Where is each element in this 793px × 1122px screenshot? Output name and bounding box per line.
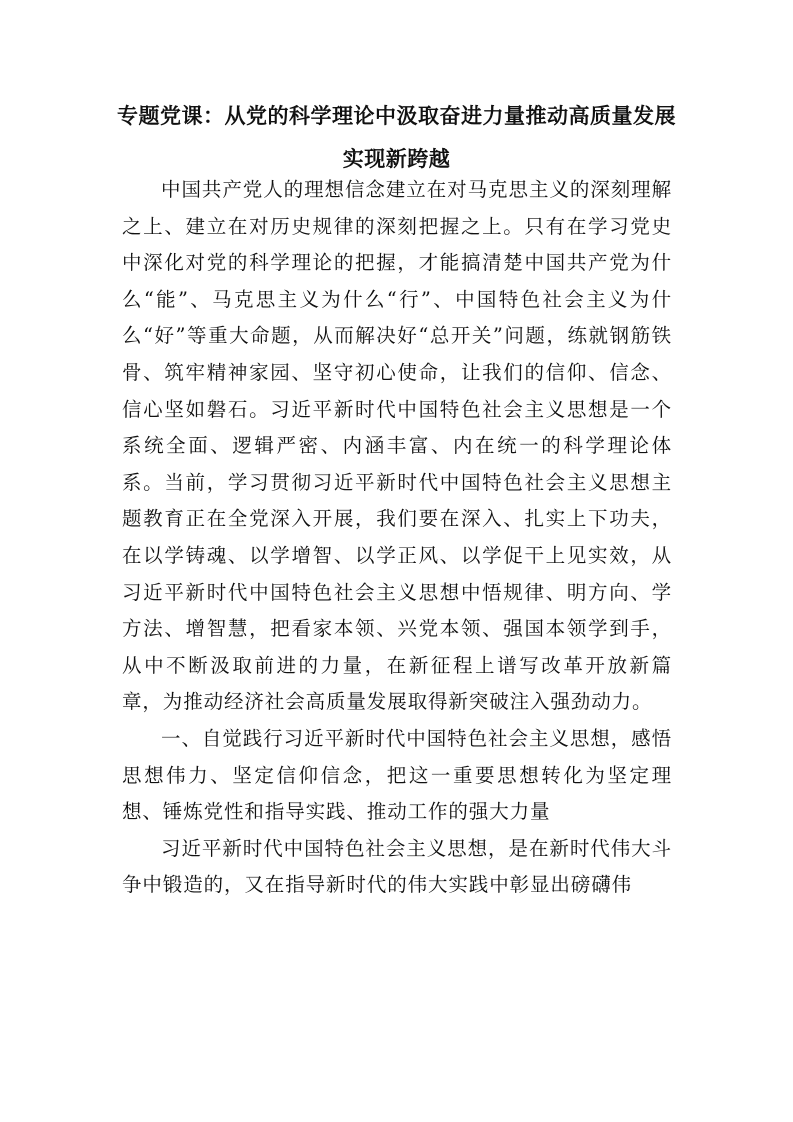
document-body [122,172,672,904]
document-title-line-2: 实现新跨越 [342,146,451,171]
intro-paragraph: 中国共产党人的理想信念建立在对马克思主义的深刻理解之上、建立在对历史规律的深刻把握之上。只有在学习党史中深化对党的科学理论的把握，才能搞清楚中国共产党为什么“能”、马克思主义为什么“行”、中国特色社会主义为什么“好”等重大命题，从而解决好“总开关”问题，练就钢筋铁骨、筑牢精神家园、坚守初心使命，让我们的信仰、信念、信心坚如磐石。习近平新时代中国特色社会主义思想是一个系统全面、逻辑严密、内涵丰富、内在统一的科学理论体系。当前，学习贯彻习近平新时代中国特色社会主义思想主题教育正在全党深入开展，我们要在深入、扎实上下功夫，在以学铸魂、以学增智、以学正风、以学促干上见实效，从习近平新时代中国特色社会主义思想中悟规律、明方向、学方法、增智慧，把看家本领、兴党本领、强国本领学到手，从中不断汲取前进的力量，在新征程上谱写改革开放新篇章，为推动经济社会高质量发展取得新突破注入强劲动力。 [122,178,672,714]
document-title-line-1: 专题党课：从党的科学理论中汲取奋进力量推动高质量发展 [117,103,676,128]
section-one-heading: 一、自觉践行习近平新时代中国特色社会主义思想，感悟思想伟力、坚定信仰信念，把这一重要思想转化为坚定理想、锤炼党性和指导实践、推动工作的强大力量 [122,726,672,824]
section-one-paragraph: 习近平新时代中国特色社会主义思想，是在新时代伟大斗争中锻造的，又在指导新时代的伟大实践中彰显出磅礴伟 [122,836,672,897]
